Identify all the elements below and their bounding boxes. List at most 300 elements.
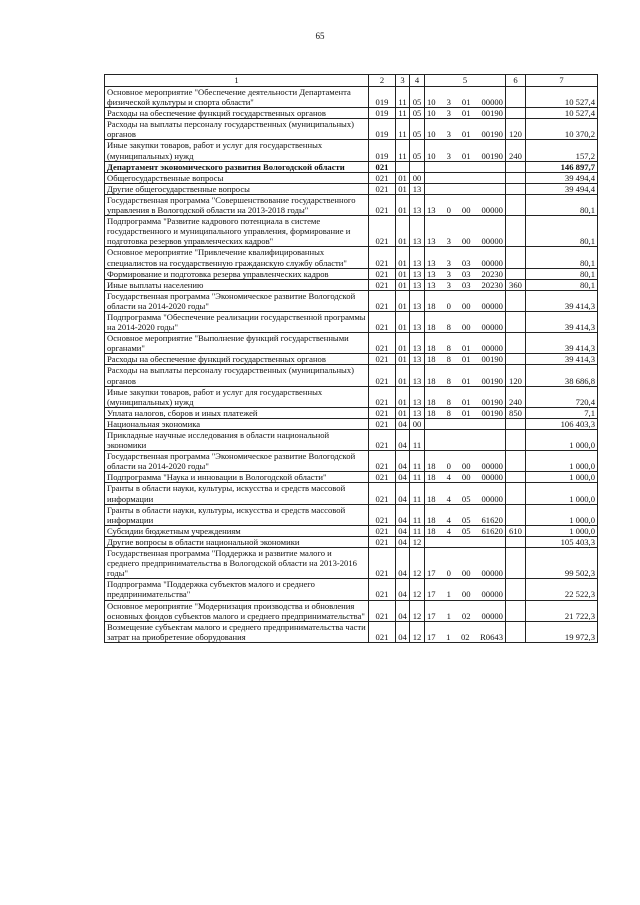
table-header-row bbox=[105, 75, 598, 87]
csr-subprogram: 0 bbox=[446, 568, 451, 579]
table-row bbox=[105, 365, 598, 386]
row-subsection: 11 bbox=[410, 504, 425, 525]
csr-program: 18 bbox=[427, 375, 436, 386]
row-admin-code: 021 bbox=[369, 451, 396, 472]
table-row bbox=[105, 472, 598, 483]
row-expense-type: 610 bbox=[506, 525, 526, 536]
row-amount: 1 000,0 bbox=[526, 472, 598, 483]
csr-subprogram: 0 bbox=[446, 461, 451, 472]
csr-program: 17 bbox=[427, 589, 436, 600]
csr-program: 10 bbox=[427, 129, 436, 140]
table-row bbox=[105, 354, 598, 365]
csr-event: 01 bbox=[461, 375, 471, 386]
row-target-article bbox=[425, 451, 506, 472]
csr-program: 18 bbox=[427, 396, 436, 407]
row-expense-type bbox=[506, 354, 526, 365]
csr-event: 01 bbox=[461, 396, 471, 407]
row-section: 11 bbox=[396, 119, 410, 140]
row-expense-type bbox=[506, 600, 526, 621]
row-name: Расходы на обеспечение функций государственных органов bbox=[105, 108, 369, 119]
csr-event: 00 bbox=[461, 568, 471, 579]
csr-subprogram: 3 bbox=[446, 97, 451, 108]
csr-subprogram: 4 bbox=[446, 493, 451, 504]
row-admin-code: 021 bbox=[369, 579, 396, 600]
csr-subprogram: 8 bbox=[446, 407, 451, 418]
csr-subprogram: 3 bbox=[446, 268, 451, 279]
row-admin-code: 021 bbox=[369, 279, 396, 290]
csr-direction: 00000 bbox=[481, 568, 503, 579]
row-admin-code: 019 bbox=[369, 119, 396, 140]
row-expense-type bbox=[506, 579, 526, 600]
row-amount: 146 897,7 bbox=[526, 161, 598, 172]
csr-subprogram: 3 bbox=[446, 257, 451, 268]
row-admin-code: 021 bbox=[369, 172, 396, 183]
table-row bbox=[105, 430, 598, 451]
row-name: Подпрограмма "Развитие кадрового потенциала в системе государственного и муниципального управления, формирование и подготовка резервов управленческих кадров" bbox=[105, 216, 369, 247]
row-target-article bbox=[425, 290, 506, 311]
row-name: Государственная программа "Поддержка и развитие малого и среднего предпринимательства в Вологодской области на 2013-2016 годы" bbox=[105, 548, 369, 579]
row-section: 04 bbox=[396, 472, 410, 483]
row-subsection: 13 bbox=[410, 311, 425, 332]
row-expense-type: 240 bbox=[506, 140, 526, 161]
csr-direction: 00000 bbox=[481, 322, 503, 333]
row-name: Другие вопросы в области национальной экономики bbox=[105, 536, 369, 547]
row-section: 01 bbox=[396, 365, 410, 386]
csr-subprogram: 1 bbox=[446, 631, 451, 642]
row-expense-type bbox=[506, 87, 526, 108]
row-name: Государственная программа "Экономическое развитие Вологодской области на 2014-2020 годы" bbox=[105, 451, 369, 472]
csr-program: 18 bbox=[427, 514, 436, 525]
row-admin-code: 021 bbox=[369, 386, 396, 407]
row-amount: 80,1 bbox=[526, 268, 598, 279]
row-admin-code: 021 bbox=[369, 600, 396, 621]
csr-event: 03 bbox=[461, 279, 471, 290]
row-section: 04 bbox=[396, 430, 410, 451]
table-row bbox=[105, 600, 598, 621]
row-target-article bbox=[425, 418, 506, 429]
row-section: 01 bbox=[396, 183, 410, 194]
row-admin-code: 021 bbox=[369, 548, 396, 579]
csr-direction: 20230 bbox=[481, 279, 503, 290]
row-target-article bbox=[425, 268, 506, 279]
row-section: 11 bbox=[396, 87, 410, 108]
csr-direction: 00190 bbox=[481, 354, 503, 365]
row-subsection: 11 bbox=[410, 525, 425, 536]
csr-program: 18 bbox=[427, 472, 436, 483]
budget-table bbox=[104, 74, 598, 643]
row-admin-code: 021 bbox=[369, 333, 396, 354]
row-admin-code: 021 bbox=[369, 290, 396, 311]
row-expense-type: 360 bbox=[506, 279, 526, 290]
row-subsection: 05 bbox=[410, 140, 425, 161]
row-amount: 1 000,0 bbox=[526, 451, 598, 472]
csr-program: 18 bbox=[427, 407, 436, 418]
csr-direction: 00000 bbox=[481, 97, 503, 108]
table-row bbox=[105, 333, 598, 354]
csr-program: 18 bbox=[427, 493, 436, 504]
row-expense-type bbox=[506, 483, 526, 504]
row-expense-type bbox=[506, 108, 526, 119]
csr-event: 01 bbox=[461, 150, 471, 161]
row-target-article bbox=[425, 525, 506, 536]
row-amount: 21 722,3 bbox=[526, 600, 598, 621]
row-admin-code: 021 bbox=[369, 407, 396, 418]
csr-direction: 00000 bbox=[481, 461, 503, 472]
row-name: Субсидии бюджетным учреждениям bbox=[105, 525, 369, 536]
csr-event: 02 bbox=[460, 631, 470, 642]
table-row bbox=[105, 290, 598, 311]
row-subsection: 11 bbox=[410, 451, 425, 472]
row-amount: 39 414,3 bbox=[526, 311, 598, 332]
row-section: 04 bbox=[396, 621, 410, 642]
row-admin-code: 021 bbox=[369, 161, 396, 172]
csr-subprogram: 8 bbox=[446, 343, 451, 354]
header-cell: 1 bbox=[105, 75, 369, 87]
row-target-article bbox=[425, 536, 506, 547]
row-amount: 80,1 bbox=[526, 279, 598, 290]
csr-event: 00 bbox=[461, 205, 471, 216]
csr-program: 18 bbox=[427, 461, 436, 472]
row-section: 01 bbox=[396, 354, 410, 365]
row-target-article bbox=[425, 161, 506, 172]
row-name: Подпрограмма "Поддержка субъектов малого и среднего предпринимательства" bbox=[105, 579, 369, 600]
csr-direction: 00000 bbox=[481, 343, 503, 354]
row-admin-code: 021 bbox=[369, 311, 396, 332]
row-name: Другие общегосударственные вопросы bbox=[105, 183, 369, 194]
csr-program: 17 bbox=[427, 610, 436, 621]
row-amount: 1 000,0 bbox=[526, 430, 598, 451]
table-row bbox=[105, 268, 598, 279]
csr-subprogram: 0 bbox=[446, 300, 451, 311]
row-section: 01 bbox=[396, 290, 410, 311]
row-target-article bbox=[425, 548, 506, 579]
row-admin-code: 021 bbox=[369, 536, 396, 547]
row-admin-code: 021 bbox=[369, 183, 396, 194]
row-amount: 39 414,3 bbox=[526, 333, 598, 354]
row-section: 04 bbox=[396, 548, 410, 579]
row-target-article bbox=[425, 172, 506, 183]
row-section: 04 bbox=[396, 504, 410, 525]
row-name: Расходы на выплаты персоналу государственных (муниципальных) органов bbox=[105, 365, 369, 386]
row-expense-type bbox=[506, 333, 526, 354]
row-section: 04 bbox=[396, 418, 410, 429]
csr-subprogram: 3 bbox=[446, 236, 451, 247]
row-section: 04 bbox=[396, 451, 410, 472]
csr-event: 01 bbox=[461, 97, 471, 108]
row-subsection: 13 bbox=[410, 333, 425, 354]
row-subsection: 05 bbox=[410, 87, 425, 108]
csr-direction: 00190 bbox=[481, 108, 503, 119]
header-cell: 4 bbox=[410, 75, 425, 87]
row-target-article bbox=[425, 216, 506, 247]
row-subsection: 13 bbox=[410, 354, 425, 365]
row-subsection: 05 bbox=[410, 119, 425, 140]
row-expense-type bbox=[506, 161, 526, 172]
row-section: 04 bbox=[396, 525, 410, 536]
csr-event: 01 bbox=[461, 108, 471, 119]
row-expense-type bbox=[506, 194, 526, 215]
row-amount: 39 494,4 bbox=[526, 172, 598, 183]
csr-subprogram: 4 bbox=[446, 472, 451, 483]
row-subsection: 05 bbox=[410, 108, 425, 119]
table-row bbox=[105, 504, 598, 525]
csr-event: 01 bbox=[461, 407, 471, 418]
csr-event: 00 bbox=[461, 589, 471, 600]
row-subsection: 13 bbox=[410, 365, 425, 386]
row-expense-type bbox=[506, 548, 526, 579]
row-subsection: 12 bbox=[410, 548, 425, 579]
row-admin-code: 021 bbox=[369, 621, 396, 642]
row-name: Национальная экономика bbox=[105, 418, 369, 429]
row-target-article bbox=[425, 621, 506, 642]
row-expense-type: 120 bbox=[506, 365, 526, 386]
row-expense-type: 120 bbox=[506, 119, 526, 140]
row-amount: 157,2 bbox=[526, 140, 598, 161]
table-row bbox=[105, 183, 598, 194]
row-expense-type bbox=[506, 536, 526, 547]
row-amount: 10 527,4 bbox=[526, 87, 598, 108]
row-expense-type bbox=[506, 418, 526, 429]
csr-direction: 61620 bbox=[481, 514, 503, 525]
row-amount: 22 522,3 bbox=[526, 579, 598, 600]
csr-direction: 00000 bbox=[481, 257, 503, 268]
row-target-article bbox=[425, 365, 506, 386]
table-row bbox=[105, 172, 598, 183]
row-admin-code: 021 bbox=[369, 354, 396, 365]
row-subsection: 12 bbox=[410, 600, 425, 621]
row-target-article bbox=[425, 333, 506, 354]
csr-event: 05 bbox=[461, 525, 471, 536]
row-subsection: 00 bbox=[410, 172, 425, 183]
row-subsection: 00 bbox=[410, 418, 425, 429]
csr-program: 18 bbox=[427, 525, 436, 536]
csr-direction: 00000 bbox=[481, 589, 503, 600]
row-subsection: 13 bbox=[410, 268, 425, 279]
row-expense-type bbox=[506, 216, 526, 247]
csr-subprogram: 4 bbox=[446, 514, 451, 525]
row-amount: 106 403,3 bbox=[526, 418, 598, 429]
csr-subprogram: 3 bbox=[446, 150, 451, 161]
table-row bbox=[105, 108, 598, 119]
row-name: Основное мероприятие "Привлечение квалифицированных специалистов на государственную гражданскую службу области" bbox=[105, 247, 369, 268]
row-expense-type bbox=[506, 311, 526, 332]
row-section: 01 bbox=[396, 311, 410, 332]
row-amount: 10 527,4 bbox=[526, 108, 598, 119]
csr-event: 00 bbox=[461, 300, 471, 311]
row-subsection: 13 bbox=[410, 216, 425, 247]
row-target-article bbox=[425, 354, 506, 365]
row-expense-type bbox=[506, 621, 526, 642]
row-admin-code: 021 bbox=[369, 365, 396, 386]
row-amount: 105 403,3 bbox=[526, 536, 598, 547]
csr-subprogram: 1 bbox=[446, 610, 451, 621]
row-subsection: 13 bbox=[410, 247, 425, 268]
csr-event: 01 bbox=[461, 354, 471, 365]
row-name: Уплата налогов, сборов и иных платежей bbox=[105, 407, 369, 418]
row-target-article bbox=[425, 483, 506, 504]
row-admin-code: 021 bbox=[369, 216, 396, 247]
row-target-article bbox=[425, 386, 506, 407]
csr-direction: 20230 bbox=[481, 268, 503, 279]
row-section: 01 bbox=[396, 216, 410, 247]
csr-event: 05 bbox=[461, 493, 471, 504]
row-name: Основное мероприятие "Модернизация производства и обновления основных фондов субъектов малого и среднего предпринимательства" bbox=[105, 600, 369, 621]
row-subsection: 11 bbox=[410, 472, 425, 483]
row-admin-code: 021 bbox=[369, 525, 396, 536]
row-admin-code: 021 bbox=[369, 483, 396, 504]
csr-direction: 00000 bbox=[481, 493, 503, 504]
csr-program: 17 bbox=[427, 631, 436, 642]
row-name: Государственная программа "Совершенствование государственного управления в Вологодской области на 2013-2018 годы" bbox=[105, 194, 369, 215]
row-section: 01 bbox=[396, 172, 410, 183]
row-target-article bbox=[425, 430, 506, 451]
row-target-article bbox=[425, 279, 506, 290]
csr-direction: 00190 bbox=[481, 375, 503, 386]
csr-program: 18 bbox=[427, 354, 436, 365]
row-section bbox=[396, 161, 410, 172]
csr-direction: 00190 bbox=[481, 396, 503, 407]
table-row bbox=[105, 579, 598, 600]
row-expense-type bbox=[506, 472, 526, 483]
row-section: 11 bbox=[396, 108, 410, 119]
row-admin-code: 019 bbox=[369, 108, 396, 119]
csr-direction: 00000 bbox=[481, 236, 503, 247]
table-row bbox=[105, 247, 598, 268]
row-subsection: 12 bbox=[410, 579, 425, 600]
row-subsection: 11 bbox=[410, 430, 425, 451]
csr-subprogram: 3 bbox=[446, 279, 451, 290]
row-section: 01 bbox=[396, 194, 410, 215]
csr-program: 13 bbox=[427, 279, 436, 290]
row-target-article bbox=[425, 579, 506, 600]
row-subsection: 13 bbox=[410, 290, 425, 311]
row-section: 04 bbox=[396, 536, 410, 547]
csr-subprogram: 4 bbox=[446, 525, 451, 536]
row-expense-type bbox=[506, 504, 526, 525]
row-name: Гранты в области науки, культуры, искусства и средств массовой информации bbox=[105, 483, 369, 504]
csr-event: 00 bbox=[461, 236, 471, 247]
row-amount: 80,1 bbox=[526, 216, 598, 247]
table-row bbox=[105, 194, 598, 215]
row-expense-type bbox=[506, 183, 526, 194]
header-cell: 5 bbox=[425, 75, 506, 87]
table-row bbox=[105, 119, 598, 140]
csr-program: 13 bbox=[427, 257, 436, 268]
row-amount: 38 686,8 bbox=[526, 365, 598, 386]
table-body bbox=[105, 75, 598, 643]
row-name: Формирование и подготовка резерва управленческих кадров bbox=[105, 268, 369, 279]
row-name: Государственная программа "Экономическое развитие Вологодской области на 2014-2020 годы" bbox=[105, 290, 369, 311]
table-row bbox=[105, 407, 598, 418]
csr-direction: 00190 bbox=[481, 129, 503, 140]
row-target-article bbox=[425, 119, 506, 140]
row-subsection: 12 bbox=[410, 536, 425, 547]
row-expense-type bbox=[506, 247, 526, 268]
row-target-article bbox=[425, 140, 506, 161]
row-subsection: 13 bbox=[410, 194, 425, 215]
row-admin-code: 019 bbox=[369, 140, 396, 161]
csr-subprogram: 8 bbox=[446, 354, 451, 365]
row-target-article bbox=[425, 87, 506, 108]
row-admin-code: 021 bbox=[369, 418, 396, 429]
csr-direction: 00000 bbox=[481, 472, 503, 483]
row-amount: 19 972,3 bbox=[526, 621, 598, 642]
table-row bbox=[105, 536, 598, 547]
row-subsection bbox=[410, 161, 425, 172]
row-admin-code: 019 bbox=[369, 87, 396, 108]
row-name: Возмещение субъектам малого и среднего предпринимательства части затрат на приобретение оборудования bbox=[105, 621, 369, 642]
table-row bbox=[105, 279, 598, 290]
csr-subprogram: 0 bbox=[446, 205, 451, 216]
row-admin-code: 021 bbox=[369, 472, 396, 483]
row-amount: 39 414,3 bbox=[526, 354, 598, 365]
row-name: Общегосударственные вопросы bbox=[105, 172, 369, 183]
row-admin-code: 021 bbox=[369, 268, 396, 279]
csr-program: 17 bbox=[427, 568, 436, 579]
table-row bbox=[105, 483, 598, 504]
csr-event: 03 bbox=[461, 268, 471, 279]
csr-program: 10 bbox=[427, 150, 436, 161]
row-amount: 80,1 bbox=[526, 194, 598, 215]
row-amount: 10 370,2 bbox=[526, 119, 598, 140]
csr-event: 00 bbox=[461, 322, 471, 333]
row-section: 04 bbox=[396, 579, 410, 600]
row-section: 01 bbox=[396, 407, 410, 418]
row-subsection: 12 bbox=[410, 621, 425, 642]
row-section: 04 bbox=[396, 483, 410, 504]
row-section: 01 bbox=[396, 333, 410, 354]
csr-direction: 00000 bbox=[481, 205, 503, 216]
row-name: Департамент экономического развития Вологодской области bbox=[105, 161, 369, 172]
row-admin-code: 021 bbox=[369, 430, 396, 451]
table-row bbox=[105, 386, 598, 407]
row-name: Расходы на выплаты персоналу государственных (муниципальных) органов bbox=[105, 119, 369, 140]
row-expense-type bbox=[506, 290, 526, 311]
row-admin-code: 021 bbox=[369, 247, 396, 268]
table-row bbox=[105, 161, 598, 172]
csr-program: 13 bbox=[427, 205, 436, 216]
csr-subprogram: 8 bbox=[446, 322, 451, 333]
row-name: Иные закупки товаров, работ и услуг для государственных (муниципальных) нужд bbox=[105, 386, 369, 407]
row-admin-code: 021 bbox=[369, 504, 396, 525]
row-section: 01 bbox=[396, 247, 410, 268]
row-section: 04 bbox=[396, 600, 410, 621]
header-cell: 7 bbox=[526, 75, 598, 87]
row-amount: 1 000,0 bbox=[526, 483, 598, 504]
row-admin-code: 021 bbox=[369, 194, 396, 215]
csr-program: 10 bbox=[427, 97, 436, 108]
row-amount: 39 494,4 bbox=[526, 183, 598, 194]
row-name: Подпрограмма "Наука и инновации в Вологодской области" bbox=[105, 472, 369, 483]
table-row bbox=[105, 548, 598, 579]
page-number: 65 bbox=[315, 31, 325, 41]
row-name: Основное мероприятие "Обеспечение деятельности Департамента физической культуры и спорта области" bbox=[105, 87, 369, 108]
row-expense-type bbox=[506, 268, 526, 279]
row-target-article bbox=[425, 504, 506, 525]
row-name: Иные закупки товаров, работ и услуг для государственных (муниципальных) нужд bbox=[105, 140, 369, 161]
row-section: 01 bbox=[396, 386, 410, 407]
header-cell: 6 bbox=[506, 75, 526, 87]
row-name: Иные выплаты населению bbox=[105, 279, 369, 290]
row-expense-type: 240 bbox=[506, 386, 526, 407]
row-amount: 39 414,3 bbox=[526, 290, 598, 311]
row-target-article bbox=[425, 183, 506, 194]
row-target-article bbox=[425, 311, 506, 332]
csr-direction: 00190 bbox=[481, 150, 503, 161]
row-amount: 7,1 bbox=[526, 407, 598, 418]
table-row bbox=[105, 418, 598, 429]
table-row bbox=[105, 525, 598, 536]
